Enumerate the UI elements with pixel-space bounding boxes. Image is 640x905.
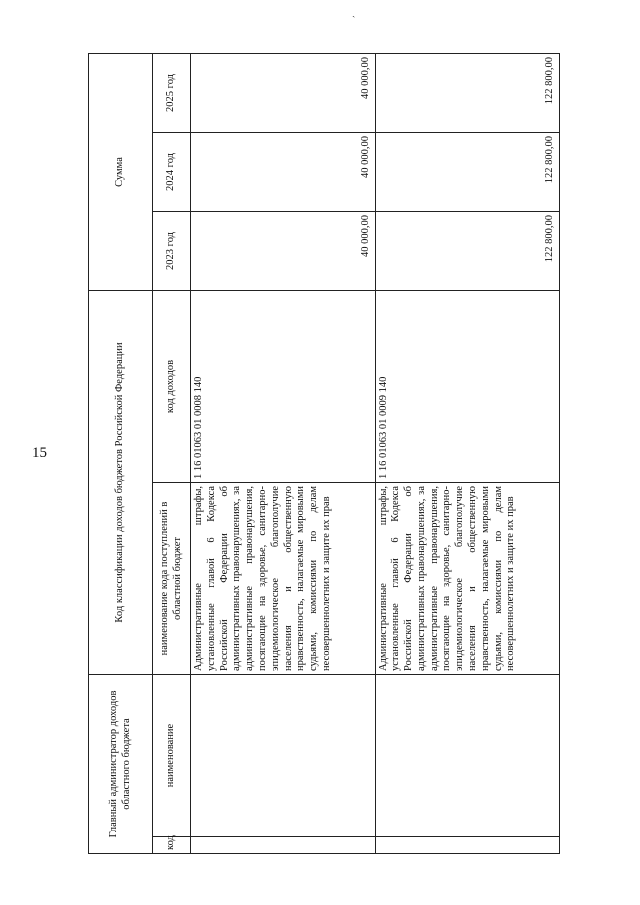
header-year-2023: 2023 год xyxy=(153,211,191,290)
row-amount-2024: 122 800,00 xyxy=(375,132,560,211)
table-row xyxy=(375,53,560,853)
header-year-2024: 2024 год xyxy=(153,132,191,211)
header-year-2025: 2025 год xyxy=(153,53,191,132)
page-number: 15 xyxy=(32,445,47,461)
row-revenue-code: 1 16 01063 01 0009 140 xyxy=(375,290,560,482)
header-revenue-code: код доходов xyxy=(153,290,191,482)
row-amount-2023: 122 800,00 xyxy=(375,211,560,290)
row-amount-2025: 122 800,00 xyxy=(375,53,560,132)
header-revenue-name: наименование кода поступлений в областной бюджет xyxy=(153,483,191,675)
row-code xyxy=(375,837,560,854)
header-name: наименование xyxy=(153,675,191,837)
row-name xyxy=(191,675,376,837)
table-row xyxy=(191,53,376,853)
row-code xyxy=(191,837,376,854)
row-description: Административные штрафы, установленные главой 6 Кодекса Российской Федерации об административных правонарушениях, за административные правонарушения, посягающие на здоровье, санитарно-эпидемиологическое благополучие населения и общественную нравственность, налагаемые мировыми судьями, комиссиями по делам несовершеннолетних и защите их прав xyxy=(375,483,560,675)
rotated-table-container xyxy=(88,54,560,854)
row-amount-2023: 40 000,00 xyxy=(191,211,376,290)
stray-mark: ˏ xyxy=(352,7,356,18)
header-admin-group: Главный администратор доходов областного бюджета xyxy=(89,675,153,854)
row-amount-2024: 40 000,00 xyxy=(191,132,376,211)
row-amount-2025: 40 000,00 xyxy=(191,53,376,132)
header-code: код xyxy=(153,837,191,854)
row-description: Административные штрафы, установленные главой 6 Кодекса Российской Федерации об административных правонарушениях, за административные правонарушения, посягающие на здоровье, санитарно-эпидемиологическое благополучие населения и общественную нравственность, налагаемые мировыми судьями, комиссиями по делам несовершеннолетних и защите их прав xyxy=(191,483,376,675)
header-sum-group: Сумма xyxy=(89,53,153,290)
header-classification-group: Код классификации доходов бюджетов Российской Федерации xyxy=(89,290,153,674)
row-revenue-code: 1 16 01063 01 0008 140 xyxy=(191,290,376,482)
row-name xyxy=(375,675,560,837)
revenue-table xyxy=(88,53,560,854)
